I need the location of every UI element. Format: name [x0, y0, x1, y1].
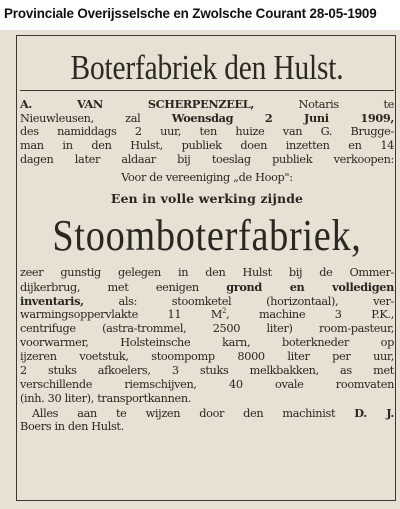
ad-line-16: (inh. 30 liter), transportkannen. — [20, 392, 192, 405]
ad-line-2: Nieuwleusen, zal Woensdag 2 Juni 1909, — [20, 111, 394, 125]
notary-name: A. VAN SCHERPENZEEL, — [20, 97, 254, 111]
ad-line-17: Alles aan te wijzen door den machinist D. J. — [32, 406, 394, 420]
newspaper-clipping — [0, 30, 400, 509]
ad-line-3: des namiddags 2 uur, ten huize van G. Brugge- — [20, 125, 394, 138]
ad-line-8: dijkerbrug, met eenigen grond en volledigen — [20, 280, 394, 294]
ad-line-15: verschillende riemschijven, 40 ovale roomvaten — [20, 378, 394, 391]
ad-line-18: Boers in den Hulst. — [20, 420, 124, 433]
ad-line-9: inventaris, als: stoomketel (horizontaal), ver- — [20, 294, 394, 308]
ad-line-7: zeer gunstig gelegen in den Hulst bij de Ommer- — [20, 266, 394, 279]
ad-line-4: man in den Hulst, publiek doen inzetten en 14 — [20, 139, 394, 152]
ad-line-12: voorwarmer, Holsteinsche karn, boterkneder op — [20, 336, 394, 349]
sale-date: Woensdag 2 Juni 1909, — [171, 111, 394, 125]
ad-line-10: warmingsoppervlakte 11 $M^2$, machine 3 P.K., — [20, 307, 395, 321]
subheading: Een in volle werking zijnde — [110, 191, 304, 206]
ad-line-6: Voor de vereeniging „de Hoop": — [121, 171, 293, 184]
ad-line-14: 2 stuks afkoelers, 3 stuks melkbakken, as met — [20, 364, 394, 377]
ad-line-13: ijzeren voetstuk, stoompomp 8000 liter per uur, — [20, 350, 394, 363]
ad-line-5: dagen later aldaar bij toeslag publiek verkoopen: — [20, 153, 394, 166]
title-rule — [20, 90, 394, 91]
ad-title: Boterfabriek den Hulst. — [70, 48, 344, 87]
ad-line-11: centrifuge (astra-trommel, 2500 liter) room-pasteur, — [20, 322, 394, 335]
newspaper-caption: Provinciale Overijsselsche en Zwolsche Courant 28-05-1909 — [4, 6, 377, 21]
big-heading: Stoomboterfabriek, — [52, 211, 362, 260]
ad-line-1: A. VAN SCHERPENZEEL, Notaris te — [20, 97, 394, 111]
